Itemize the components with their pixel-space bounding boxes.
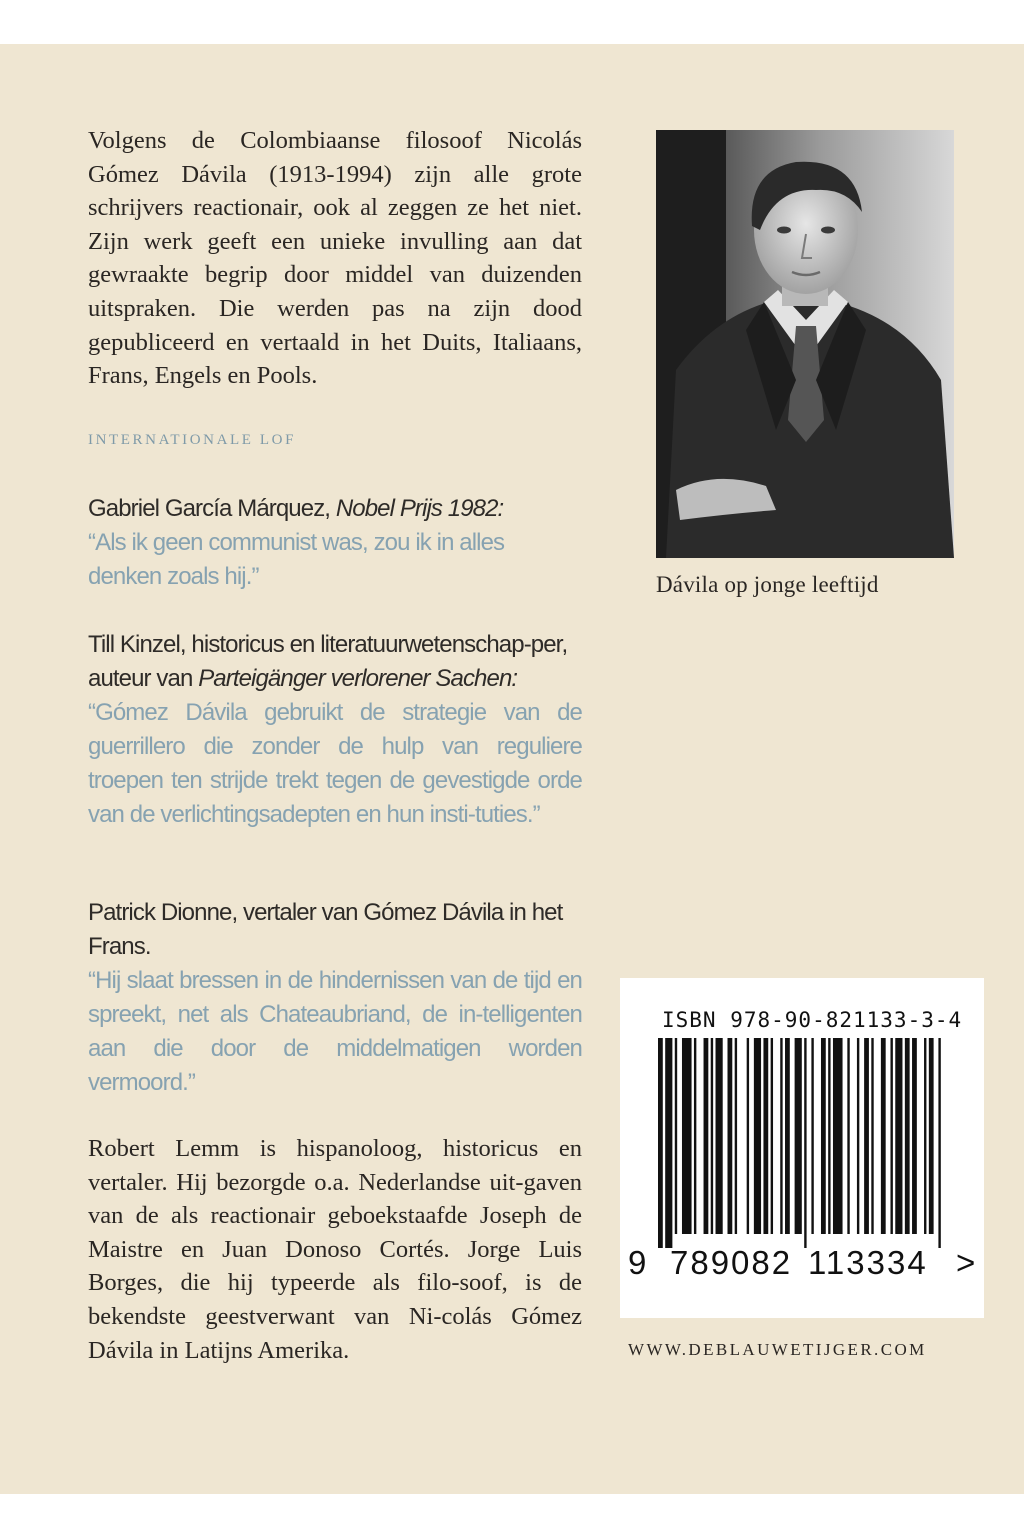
barcode-lead-digit: 9 (628, 1244, 647, 1281)
praise-kinzel (88, 628, 582, 832)
barcode-bar (847, 1038, 849, 1234)
barcode-bar (763, 1038, 768, 1234)
praise-quote: “Als ik geen communist was, zou ik in alles denken zoals hij.” (88, 529, 505, 590)
praise-quote: “Hij slaat bressen in de hindernissen van de tijd en spreekt, net als Chateaubriand, de in-telligenten aan die door de middelmatigen worden vermoord.” (88, 967, 582, 1096)
barcode-bar (795, 1038, 802, 1234)
barcode-bar (716, 1038, 723, 1234)
barcode-box (620, 978, 984, 1318)
barcode-bar (912, 1038, 917, 1234)
barcode-bar (929, 1038, 934, 1234)
praise-quote: “Gómez Dávila gebruikt de strategie van de guerrillero die zonder de hulp van reguliere troepen ten strijde trekt tegen de gevestigde orde van de verlichtingsadepten en hun insti-tuties.” (88, 699, 582, 828)
barcode-digits-right: 113334 (808, 1244, 928, 1281)
barcode-bar (811, 1038, 813, 1234)
isbn-label: ISBN 978-90-821133-3-4 (662, 1008, 963, 1032)
barcode-bar (780, 1038, 782, 1234)
barcode-digits-left: 789082 (670, 1244, 793, 1281)
section-heading: INTERNATIONALE LOF (88, 432, 297, 448)
barcode-bar (857, 1038, 859, 1234)
praise-author: Till Kinzel, historicus en literatuurwetenschap-per, auteur van Parteigänger verlorener Sachen: (88, 631, 568, 692)
praise-author: Patrick Dionne, vertaler van Gómez Dávila in het Frans. (88, 899, 563, 960)
barcode-bar (828, 1038, 830, 1234)
barcode-bar (682, 1038, 692, 1234)
barcode-bar (924, 1038, 926, 1234)
barcode-bar (711, 1038, 713, 1234)
barcode-bar (771, 1038, 773, 1234)
barcode-bar (785, 1038, 790, 1234)
author-photo (656, 130, 954, 558)
barcode-bar (833, 1038, 843, 1234)
barcode-icon (658, 1038, 948, 1248)
praise-author: Gabriel García Márquez, Nobel Prijs 1982: (88, 495, 504, 522)
barcode-bar (821, 1038, 826, 1234)
author-bio: Robert Lemm is hispanoloog, historicus en vertaler. Hij bezorgde o.a. Nederlandse uit-gaven van de als reactionair geboekstaafde Joseph de Maistre en Juan Donoso Cortés. Jorge Luis Borges, die hij typeerde als filo-soof, is de bekendste geestverwant van Ni-colás Gómez Dávila in Latijns Amerika. (88, 1135, 582, 1364)
barcode-bar (881, 1038, 886, 1234)
barcode-bar (704, 1038, 709, 1234)
book-back-cover (0, 44, 1024, 1494)
barcode-bar (735, 1038, 737, 1234)
barcode-arrow: > (956, 1244, 976, 1281)
barcode-bar (871, 1038, 873, 1234)
publisher-website: WWW.DEBLAUWETIJGER.COM (628, 1340, 927, 1359)
photo-caption: Dávila op jonge leeftijd (656, 572, 879, 597)
praise-dionne (88, 896, 582, 1100)
intro-paragraph: Volgens de Colombiaanse filosoof Nicolás Gómez Dávila (1913-1994) zijn alle grote schrijvers reactionair, ook al zeggen ze het niet. Zijn werk geeft een unieke invulling aan dat gewraakte begrip door middel van duizenden uitspraken. Die werden pas na zijn dood gepubliceerd en vertaald in het Duits, Italiaans, Frans, Engels en Pools. (88, 127, 582, 390)
barcode-bar (665, 1038, 672, 1248)
barcode-bar (694, 1038, 696, 1234)
barcode-bar (864, 1038, 869, 1234)
barcode-bar (895, 1038, 902, 1234)
portrait-image (656, 130, 954, 558)
barcode-bar (804, 1038, 806, 1248)
barcode-bar (754, 1038, 761, 1234)
barcode-bar (675, 1038, 677, 1234)
barcode-bar (658, 1038, 663, 1248)
barcode-bar (747, 1038, 749, 1234)
praise-garcia-marquez (88, 492, 582, 594)
barcode-bar (890, 1038, 892, 1234)
barcode-bar (938, 1038, 940, 1248)
barcode-bar (728, 1038, 733, 1234)
barcode-bar (905, 1038, 910, 1234)
